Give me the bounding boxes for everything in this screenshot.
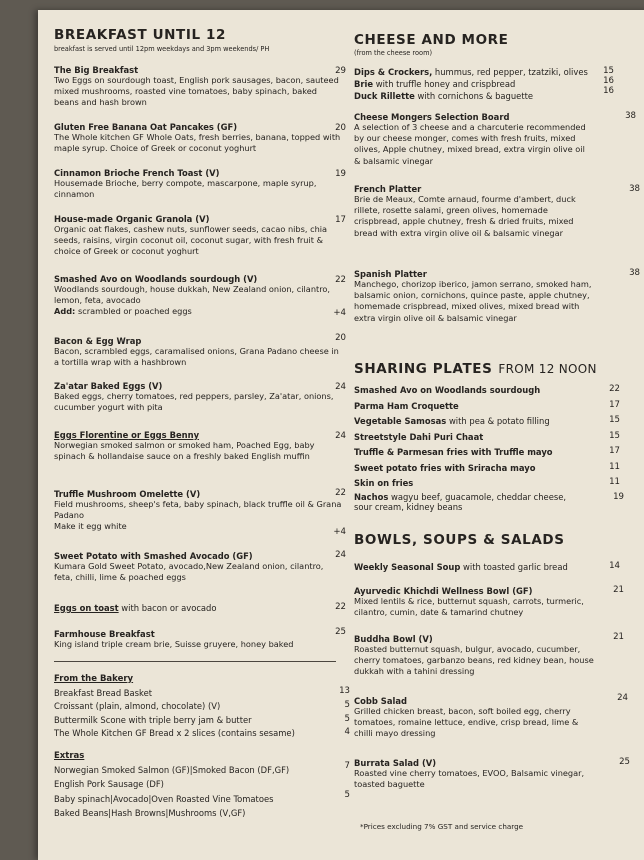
sharing-price: 15 — [609, 415, 620, 425]
gst-footnote: *Prices excluding 7% GST and service charge — [360, 822, 524, 831]
sharing-heading: SHARING PLATES FROM 12 NOON — [354, 361, 597, 377]
item-desc: Norwegian smoked salmon or smoked ham, Poached Egg, baby spinach & hollandaise sauce on a freshly baked English muffin — [54, 440, 315, 462]
item-price: 29 — [335, 66, 346, 76]
extras-item: English Pork Sausage (DF) — [54, 779, 164, 789]
sharing-item: Streetstyle Dahi Puri Chaat — [354, 432, 484, 442]
item-title-a: Eggs on toast — [54, 603, 119, 613]
bowls-price: 25 — [619, 757, 630, 767]
item-desc: Woodlands sourdough, house dukkah, New Zealand onion, cilantro, lemon, feta, avocado — [54, 284, 331, 306]
cheese-board: French Platter Brie de Meaux, Comte arnaud, fourme d'ambert, duck rillete, rosette salami, green olives, homemade crispbread, apple chutney, fresh & dried fruits, mixed bread with extra virgin olive oil & balsamic vinegar — [354, 184, 576, 238]
item-desc: King island triple cream brie, Suisse gruyere, honey baked — [54, 639, 294, 649]
bakery-item: Breakfast Bread Basket — [54, 688, 153, 698]
item-title-rest: with bacon or avocado — [118, 603, 217, 613]
extras-item: Baked Beans|Hash Browns|Mushrooms (V,GF) — [54, 808, 246, 818]
menu-item — [54, 168, 344, 200]
item-title: Smashed Avo on Woodlands sourdough (V) — [54, 274, 258, 284]
item-price: 20 — [335, 333, 346, 343]
item-price: 17 — [335, 215, 346, 225]
item-title: Za'atar Baked Eggs (V) — [54, 381, 163, 391]
menu-item — [54, 122, 344, 154]
sharing-item: Skin on fries — [354, 478, 414, 488]
menu-page — [38, 10, 644, 860]
extras-price: 7 — [344, 761, 350, 771]
cheese-price: 15 — [603, 66, 614, 76]
add-text: scrambled or poached eggs — [75, 306, 192, 317]
menu-item — [54, 551, 344, 583]
item-price: 24 — [335, 550, 346, 560]
sharing-price: 17 — [609, 446, 620, 456]
item-title: Cinnamon Brioche French Toast (V) — [54, 168, 220, 178]
cheese-board: Cheese Mongers Selection Board A selection of 3 cheese and a charcuterie recommended by our cheese monger, comes with fresh fruits, mixed olives, Apple chutney, mixed bread, extra virgin olive oil & balsamic vinegar — [354, 112, 586, 166]
cheese-item: Duck Rillette with cornichons & baguette — [354, 91, 534, 101]
menu-item — [54, 336, 344, 368]
item-desc: Organic oat flakes, cashew nuts, sunflower seeds, cacao nibs, chia seeds, raisins, virgin coconut oil, coconut sugar, with fresh fruit & choice of Greek or coconut yoghurt — [54, 224, 328, 257]
bowls-price: 21 — [613, 585, 624, 595]
item-price: 24 — [335, 382, 346, 392]
bakery-heading: From the Bakery — [54, 674, 134, 684]
item-title: Truffle Mushroom Omelette (V) — [54, 489, 201, 499]
item-price: 22 — [335, 275, 346, 285]
extras-item: Norwegian Smoked Salmon (GF)|Smoked Bacon (DF,GF) — [54, 765, 290, 775]
divider — [54, 661, 336, 662]
item-title: Sweet Potato with Smashed Avocado (GF) — [54, 551, 253, 561]
item-desc: Field mushrooms, sheep's feta, baby spinach, black truffle oil & Grana Padano — [54, 499, 342, 521]
item-price: 20 — [335, 123, 346, 133]
cheese-board: Spanish Platter Manchego, chorizop iberico, jamon serrano, smoked ham, balsamic onion, cornichons, quince paste, apple chutney, homemade crispbread, mixed olives, mixed bread with extra virgin olive oil & balsamic vinegar — [354, 269, 592, 323]
sharing-item: Truffle & Parmesan fries with Truffle mayo — [354, 447, 553, 457]
sharing-item: Vegetable Samosas with pea & potato filling — [354, 416, 550, 426]
cheese-price: 16 — [603, 86, 614, 96]
sharing-item: Smashed Avo on Woodlands sourdough — [354, 385, 541, 395]
extras-item: Baby spinach|Avocado|Oven Roasted Vine Tomatoes — [54, 794, 274, 804]
item-title-a: Eggs Florentine — [54, 430, 129, 440]
bowls-heading: BOWLS, SOUPS & SALADS — [354, 532, 565, 548]
bakery-item: Croissant (plain, almond, chocolate) (V) — [54, 701, 221, 711]
item-desc: Bacon, scrambled eggs, caramalised onions, Grana Padano cheese in a tortilla wrap with a hashbrown — [54, 346, 339, 368]
bakery-price: 13 — [339, 686, 350, 696]
menu-item — [54, 65, 344, 109]
menu-item — [54, 274, 344, 318]
item-desc: Housemade Brioche, berry compote, mascarpone, maple syrup, cinnamon — [54, 178, 317, 200]
item-price: 25 — [335, 627, 346, 637]
add-price: +4 — [333, 308, 346, 318]
menu-item — [54, 430, 344, 462]
bowls-item: Buddha Bowl (V) Roasted butternut squash, bulgur, avocado, cucumber, cherry tomatoes, garbanzo beans, red kidney bean, house dukkah with a tahini dressing — [354, 634, 594, 677]
cheese-price: 16 — [603, 76, 614, 86]
sharing-item: Nachos wagyu beef, guacamole, cheddar cheese, sour cream, kidney beans — [354, 492, 567, 512]
bakery-price: 5 — [344, 700, 350, 710]
item-title: House-made Organic Granola (V) — [54, 214, 210, 224]
item-price: 22 — [335, 488, 346, 498]
item-title: Gluten Free Banana Oat Pancakes (GF) — [54, 122, 238, 132]
cheese-price: 38 — [629, 184, 640, 194]
add-text: Make it egg white — [54, 521, 127, 532]
sharing-price: 15 — [609, 431, 620, 441]
menu-item — [54, 489, 344, 533]
extras-heading: Extras — [54, 751, 85, 761]
bowls-item: Weekly Seasonal Soup with toasted garlic bread — [354, 562, 568, 572]
item-price: 24 — [335, 431, 346, 441]
bakery-item: Buttermilk Scone with triple berry jam & butter — [54, 715, 252, 725]
sharing-price: 11 — [609, 462, 620, 472]
sharing-price: 11 — [609, 477, 620, 487]
bowls-price: 14 — [609, 561, 620, 571]
cheese-price: 38 — [625, 111, 636, 121]
item-title: Bacon & Egg Wrap — [54, 336, 142, 346]
item-desc: Two Eggs on sourdough toast, English pork sausages, bacon, sauteed mixed mushrooms, roasted vine tomatoes, baby spinach, baked beans and hash brown — [54, 75, 339, 108]
sharing-price: 19 — [613, 492, 624, 502]
add-label: Add: — [54, 306, 76, 317]
breakfast-heading: BREAKFAST UNTIL 12 — [54, 27, 226, 43]
item-price: 22 — [335, 602, 346, 612]
cheese-heading: CHEESE AND MORE — [354, 32, 509, 48]
menu-item — [54, 629, 344, 650]
item-title: Farmhouse Breakfast — [54, 629, 155, 639]
cheese-note: (from the cheese room) — [354, 49, 433, 57]
add-price: +4 — [333, 527, 346, 537]
menu-item — [54, 381, 344, 413]
sharing-item: Parma Ham Croquette — [354, 401, 459, 411]
cheese-price: 38 — [629, 268, 640, 278]
item-desc: Baked eggs, cherry tomatoes, red peppers, parsley, Za'atar, onions, cucumber yogurt with pita — [54, 391, 334, 413]
bowls-price: 24 — [617, 693, 628, 703]
item-title-b: Eggs Benny — [143, 430, 200, 440]
sharing-price: 17 — [609, 400, 620, 410]
item-desc: The Whole kitchen GF Whole Oats, fresh berries, banana, topped with maple syrup. Choice of Greek or coconut yoghurt — [54, 132, 341, 154]
cheese-item: Brie with truffle honey and crispbread — [354, 79, 516, 89]
sharing-item: Sweet potato fries with Sriracha mayo — [354, 463, 536, 473]
sharing-price: 22 — [609, 384, 620, 394]
bowls-item: Ayurvedic Khichdi Wellness Bowl (GF) Mixed lentils & rice, butternut squash, carrots, turmeric, cilantro, cumin, date & tamarind chutney — [354, 586, 584, 618]
breakfast-note: breakfast is served until 12pm weekdays and 3pm weekends/ PH — [54, 45, 270, 53]
item-price: 19 — [335, 169, 346, 179]
menu-item — [54, 603, 217, 613]
item-title-or: or — [128, 430, 144, 440]
item-title: The Big Breakfast — [54, 65, 139, 75]
bakery-price: 4 — [344, 727, 350, 737]
item-desc: Kumara Gold Sweet Potato, avocado,New Zealand onion, cilantro, feta, chilli, lime & poached eggs — [54, 561, 324, 583]
extras-price: 5 — [344, 790, 350, 800]
menu-item — [54, 214, 344, 258]
cheese-item: Dips & Crockers, hummus, red pepper, tzatziki, olives — [354, 67, 588, 77]
bowls-item: Burrata Salad (V) Roasted vine cherry tomatoes, EVOO, Balsamic vinegar, toasted baguette — [354, 758, 585, 790]
bowls-price: 21 — [613, 632, 624, 642]
bakery-item: The Whole Kitchen GF Bread x 2 slices (contains sesame) — [54, 728, 295, 738]
bakery-price: 5 — [344, 714, 350, 724]
bowls-item: Cobb Salad Grilled chicken breast, bacon, soft boiled egg, cherry tomatoes, romaine lettuce, endive, crisp bread, lime & chilli mayo dressing — [354, 696, 579, 739]
